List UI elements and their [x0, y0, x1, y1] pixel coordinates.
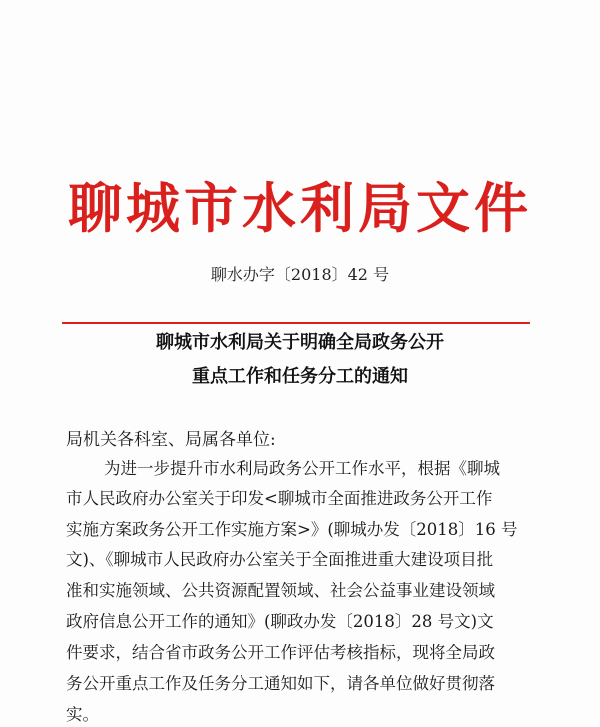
- body-line: 准和实施领域、公共资源配置领域、社会公益事业建设领域: [66, 581, 495, 600]
- body-line: 件要求，结合省市政务公开工作评估考核指标，现将全局政: [66, 643, 495, 662]
- salutation: 局机关各科室、局属各单位:: [66, 430, 276, 450]
- notice-title-line-2: 重点工作和任务分工的通知: [192, 366, 408, 387]
- body-line: 务公开重点工作及任务分工通知如下，请各单位做好贯彻落: [66, 674, 495, 693]
- body-line: 文)、《聊城市人民政府办公室关于全面推进重大建设项目批: [66, 550, 494, 569]
- red-divider-line: [62, 322, 530, 324]
- document-number: 聊水办字〔2018〕42 号: [210, 265, 390, 284]
- body-line: 实。: [66, 705, 99, 724]
- document-header-title: 聊城市水利局文件: [68, 176, 532, 240]
- body-line: 政府信息公开工作的通知》(聊政办发〔2018〕28 号文)文: [66, 612, 494, 631]
- body-line: 实施方案政务公开工作实施方案>》(聊城办发〔2018〕16 号: [66, 520, 518, 539]
- body-line: 市人民政府办公室关于印发<聊城市全面推进政务公开工作: [66, 489, 493, 508]
- body-line: 为进一步提升市水利局政务公开工作水平，根据《聊城: [104, 459, 500, 478]
- notice-title-line-1: 聊城市水利局关于明确全局政务公开: [156, 332, 444, 353]
